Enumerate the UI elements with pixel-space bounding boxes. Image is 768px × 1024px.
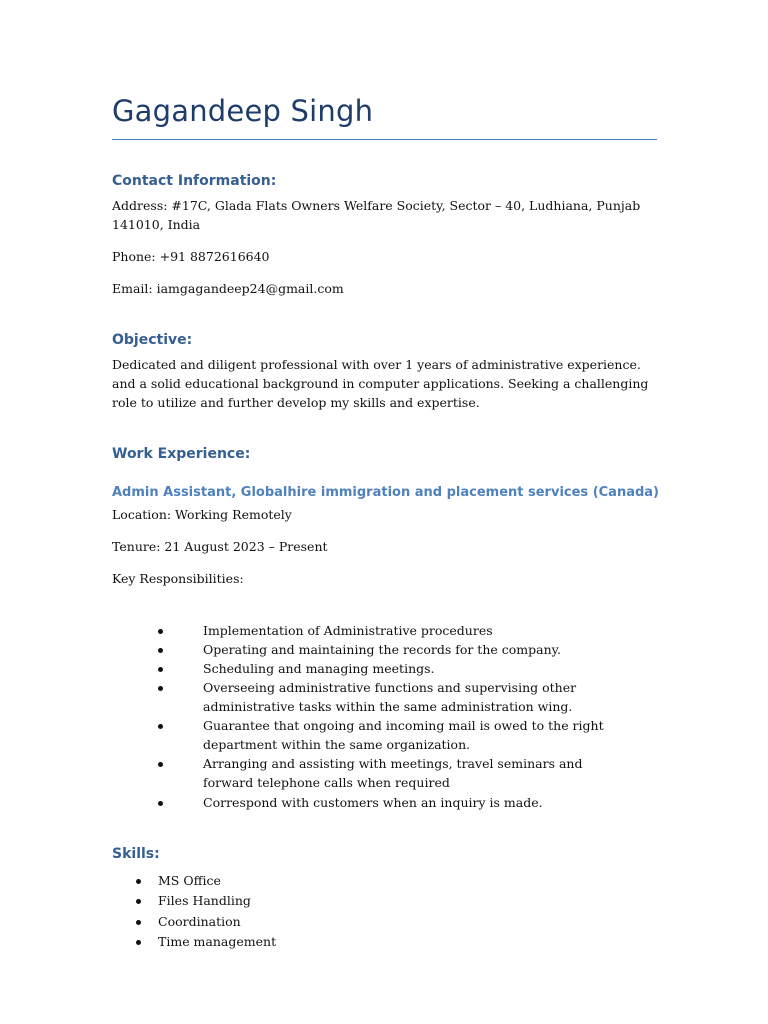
bullet-icon bbox=[158, 762, 163, 767]
bullet-icon bbox=[158, 648, 163, 653]
objective-text: Dedicated and diligent professional with over 1 years of administrative experience. and a solid educational background in computer applications. Seeking a challenging role to utilize and further develop my skills and expertise. bbox=[112, 357, 649, 410]
contact-email: Email: iamgagandeep24@gmail.com bbox=[112, 281, 344, 296]
list-item: Operating and maintaining the records for the company. bbox=[203, 642, 562, 657]
contact-heading: Contact Information: bbox=[112, 173, 277, 189]
bullet-icon bbox=[136, 920, 141, 925]
list-item: Arranging and assisting with meetings, travel seminars and forward telephone calls when required bbox=[203, 756, 583, 790]
list-item: Guarantee that ongoing and incoming mail is owed to the right department within the same organization. bbox=[203, 718, 604, 752]
job-title: Admin Assistant, Globalhire immigration and placement services (Canada) bbox=[112, 485, 659, 500]
resume-name: Gagandeep Singh bbox=[112, 94, 374, 128]
title-underline bbox=[112, 139, 657, 140]
contact-address: Address: #17C, Glada Flats Owners Welfare Society, Sector – 40, Ludhiana, Punjab 141010, India bbox=[112, 198, 641, 232]
bullet-icon bbox=[136, 940, 141, 945]
objective-heading: Objective: bbox=[112, 332, 193, 348]
skill-item: MS Office bbox=[158, 873, 221, 888]
bullet-icon bbox=[136, 899, 141, 904]
bullet-icon bbox=[158, 801, 163, 806]
skill-item: Coordination bbox=[158, 914, 241, 929]
list-item: Overseeing administrative functions and supervising other administrative tasks within the same administration wing. bbox=[203, 680, 577, 714]
contact-phone: Phone: +91 8872616640 bbox=[112, 249, 270, 264]
list-item: Implementation of Administrative procedures bbox=[203, 623, 493, 638]
job-tenure: Tenure: 21 August 2023 – Present bbox=[112, 539, 328, 554]
list-item: Correspond with customers when an inquiry is made. bbox=[203, 795, 543, 810]
bullet-icon bbox=[158, 686, 163, 691]
skill-item: Time management bbox=[158, 934, 277, 949]
bullet-icon bbox=[158, 724, 163, 729]
job-location: Location: Working Remotely bbox=[112, 507, 292, 522]
skills-heading: Skills: bbox=[112, 846, 160, 862]
bullet-icon bbox=[136, 879, 141, 884]
skill-item: Files Handling bbox=[158, 893, 251, 908]
work-experience-heading: Work Experience: bbox=[112, 446, 251, 462]
responsibilities-label: Key Responsibilities: bbox=[112, 571, 244, 586]
bullet-icon bbox=[158, 629, 163, 634]
bullet-icon bbox=[158, 667, 163, 672]
list-item: Scheduling and managing meetings. bbox=[203, 661, 435, 676]
